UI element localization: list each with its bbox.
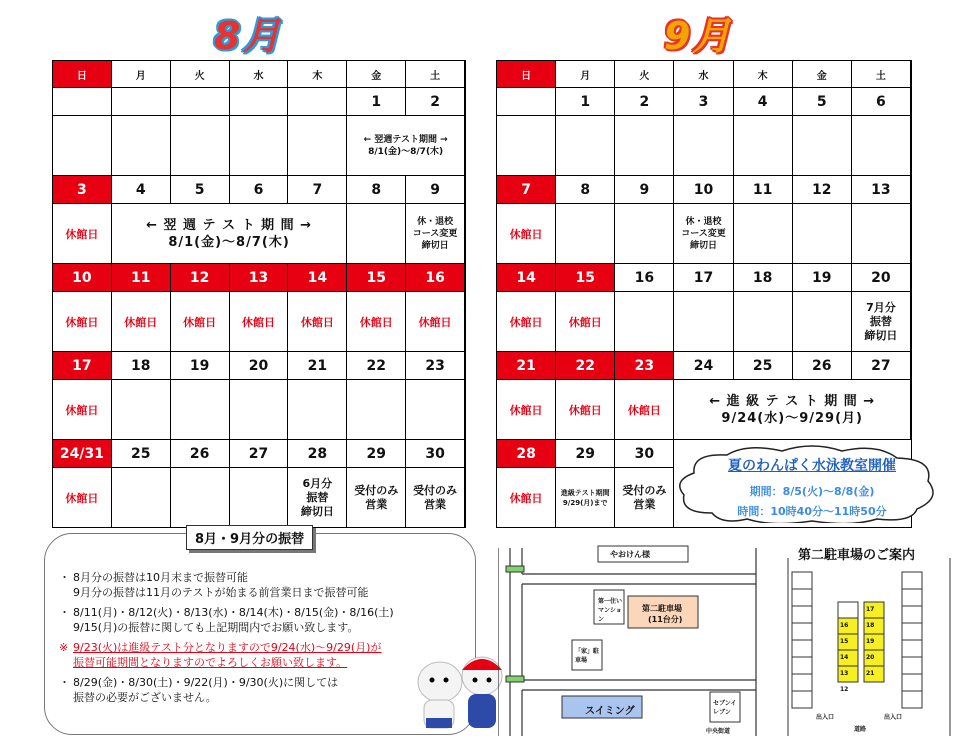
weekday-header: 土 <box>406 61 465 88</box>
weekday-header: 火 <box>615 61 674 88</box>
day-number: 12 <box>793 176 852 204</box>
day-number: 19 <box>171 352 230 380</box>
day-number: 16 <box>615 264 674 292</box>
day-number: 26 <box>793 352 852 380</box>
day-number: 28 <box>497 440 556 468</box>
furikae-list <box>59 570 394 710</box>
day-number: 11 <box>734 176 793 204</box>
weekday-header: 水 <box>230 61 289 88</box>
day-number: 22 <box>347 352 406 380</box>
test-period-span <box>112 204 347 264</box>
closed-label: 休館日 <box>171 292 230 352</box>
day-cell <box>53 88 112 116</box>
entrance-label: 出入口 <box>884 714 903 721</box>
list-item: ※ 9/23(火)は進級テスト分となりますので9/24(水)〜9/29(月)が 振替可能期間となりますのでよろしくお願い致します。 <box>59 641 382 669</box>
summer-school-cloud <box>672 443 942 523</box>
test-period-label: ← 進 級 テ ス ト 期 間 → <box>709 393 876 409</box>
parking-spot: 15 <box>840 638 849 645</box>
day-number: 20 <box>230 352 289 380</box>
day-number: 7 <box>497 176 556 204</box>
day-number: 12 <box>171 264 230 292</box>
day-number: 4 <box>734 88 793 116</box>
closed-label: 休館日 <box>112 292 171 352</box>
day-number: 5 <box>793 88 852 116</box>
closed-label: 休館日 <box>53 204 112 264</box>
day-number: 9 <box>406 176 465 204</box>
reception-only-note: 受付のみ 営業 <box>347 468 406 528</box>
day-number: 6 <box>852 88 911 116</box>
day-number: 24/31 <box>53 440 112 468</box>
second-parking-count: (11台分) <box>648 615 683 624</box>
mascot-illustration <box>410 640 510 740</box>
parking-spot: 12 <box>840 686 849 693</box>
day-number: 23 <box>615 352 674 380</box>
day-number: 8 <box>556 176 615 204</box>
day-number: 14 <box>497 264 556 292</box>
test-period-dates: 9/24(水)〜9/29(月) <box>721 410 863 426</box>
day-number: 25 <box>112 440 171 468</box>
day-number: 30 <box>406 440 465 468</box>
closed-label: 休館日 <box>556 380 615 440</box>
weekday-header: 月 <box>112 61 171 88</box>
parking-spot: 17 <box>866 606 875 613</box>
day-number: 2 <box>406 88 465 116</box>
day-number: 3 <box>674 88 733 116</box>
day-number: 2 <box>615 88 674 116</box>
mansion-label: 第一住いマンション <box>598 598 623 623</box>
day-number: 27 <box>230 440 289 468</box>
closed-label: 休館日 <box>230 292 289 352</box>
day-number: 29 <box>556 440 615 468</box>
day-number: 21 <box>497 352 556 380</box>
day-number: 10 <box>674 176 733 204</box>
day-number: 24 <box>674 352 733 380</box>
day-number: 19 <box>793 264 852 292</box>
day-number: 20 <box>852 264 911 292</box>
closed-label: 休館日 <box>497 292 556 352</box>
closed-label: 休館日 <box>288 292 347 352</box>
day-cell <box>112 88 171 116</box>
day-number: 27 <box>852 352 911 380</box>
weekday-header: 水 <box>674 61 733 88</box>
day-number: 28 <box>288 440 347 468</box>
closed-label: 休館日 <box>615 380 674 440</box>
closed-label: 休館日 <box>497 380 556 440</box>
closed-label: 休館日 <box>556 292 615 352</box>
closed-label: 休館日 <box>53 380 112 440</box>
summer-school-period: 期間：8/5(火)〜8/8(金) <box>749 485 875 498</box>
day-number: 8 <box>347 176 406 204</box>
day-number: 30 <box>615 440 674 468</box>
august-calendar <box>52 60 466 528</box>
day-number: 26 <box>171 440 230 468</box>
day-number: 15 <box>556 264 615 292</box>
parking-title: 第二駐車場のご案内 <box>798 548 916 563</box>
day-number: 18 <box>112 352 171 380</box>
day-number: 18 <box>734 264 793 292</box>
day-number: 1 <box>347 88 406 116</box>
summer-school-title: 夏のわんぱく水泳教室開催 <box>728 458 896 474</box>
day-number: 13 <box>852 176 911 204</box>
day-cell <box>230 88 289 116</box>
test-period-span <box>674 380 911 440</box>
furikae-deadline-note: 6月分 振替 締切日 <box>288 468 347 528</box>
day-number: 23 <box>406 352 465 380</box>
closed-label: 休館日 <box>497 468 556 528</box>
day-number: 6 <box>230 176 289 204</box>
weekday-header: 木 <box>288 61 347 88</box>
weekday-header: 金 <box>793 61 852 88</box>
list-item: ・ 8/11(月)・8/12(火)・8/13(水)・8/14(木)・8/15(金)・8/16(土) 9/15(月)の振替に関しても上記期間内でお願い致します。 <box>59 606 394 634</box>
parking-spot: 21 <box>866 670 875 677</box>
deadline-note: 休・退校 コース変更 締切日 <box>406 204 465 264</box>
day-number: 17 <box>53 352 112 380</box>
parking-spot: 19 <box>866 638 875 645</box>
closed-label: 休館日 <box>497 204 556 264</box>
list-item: ・ 8/29(金)・8/30(土)・9/22(月)・9/30(火)に関しては 振替の必要がございません。 <box>59 676 339 704</box>
closed-label: 休館日 <box>53 468 112 528</box>
weekday-header: 木 <box>734 61 793 88</box>
day-number: 25 <box>734 352 793 380</box>
furikae-deadline-note: 7月分 振替 締切日 <box>852 292 911 352</box>
entrance-label: 出入口 <box>816 714 835 721</box>
weekday-header: 火 <box>171 61 230 88</box>
day-number: 14 <box>288 264 347 292</box>
test-period-dates: 8/1(金)〜8/7(木) <box>168 234 290 250</box>
weekday-header: 土 <box>852 61 911 88</box>
road-label: 道路 <box>854 726 867 733</box>
day-number: 15 <box>347 264 406 292</box>
weekday-header: 日 <box>497 61 556 88</box>
day-number: 7 <box>288 176 347 204</box>
day-number: 10 <box>53 264 112 292</box>
seven-eleven-label: セブンイレブン <box>713 700 737 716</box>
closed-label: 休館日 <box>53 292 112 352</box>
reception-only-note: 受付のみ 営業 <box>406 468 465 528</box>
day-cell <box>288 88 347 116</box>
parking-spot: 20 <box>866 654 875 661</box>
day-number: 29 <box>347 440 406 468</box>
ie-parking-label: 「家」駐車場 <box>575 648 600 664</box>
day-number: 4 <box>112 176 171 204</box>
deadline-note: 休・退校 コース変更 締切日 <box>674 204 733 264</box>
weekday-header: 金 <box>347 61 406 88</box>
reception-only-note: 受付のみ 営業 <box>615 468 674 528</box>
day-number: 11 <box>112 264 171 292</box>
yaoken-label: やおけん様 <box>610 550 650 559</box>
list-item: ・ 8月分の振替は10月末まで振替可能 9月分の振替は11月のテストが始まる前営業日まで振替可能 <box>59 571 369 599</box>
summer-school-time: 時間：10時40分〜11時50分 <box>737 505 887 518</box>
day-number: 5 <box>171 176 230 204</box>
day-cell <box>171 88 230 116</box>
closed-label: 休館日 <box>347 292 406 352</box>
september-title: 9月 <box>664 14 733 58</box>
day-number: 3 <box>53 176 112 204</box>
furikae-title: 8月・9月分の振替 <box>186 525 313 550</box>
parking-spot: 13 <box>840 670 849 677</box>
day-number: 17 <box>674 264 733 292</box>
day-number: 9 <box>615 176 674 204</box>
august-title: 8月 <box>214 14 283 58</box>
day-number: 13 <box>230 264 289 292</box>
day-number: 1 <box>556 88 615 116</box>
closed-label: 休館日 <box>406 292 465 352</box>
parking-spot: 16 <box>840 622 849 629</box>
parking-spot: 18 <box>866 622 875 629</box>
day-number: 22 <box>556 352 615 380</box>
weekday-header: 日 <box>53 61 112 88</box>
test-period-note: 進級テスト期間 9/29(月)まで <box>556 468 615 528</box>
day-number: 21 <box>288 352 347 380</box>
swimming-label: スイミング <box>585 706 635 717</box>
weekday-header: 月 <box>556 61 615 88</box>
parking-spot: 14 <box>840 654 849 661</box>
road-label: 中央街道 <box>706 728 731 735</box>
second-parking-label: 第二駐車場 <box>642 604 682 613</box>
test-period-note: ← 翌週テスト期間 → 8/1(金)〜8/7(木) <box>347 116 465 176</box>
test-period-label: ← 翌 週 テ ス ト 期 間 → <box>146 217 313 233</box>
day-number: 16 <box>406 264 465 292</box>
